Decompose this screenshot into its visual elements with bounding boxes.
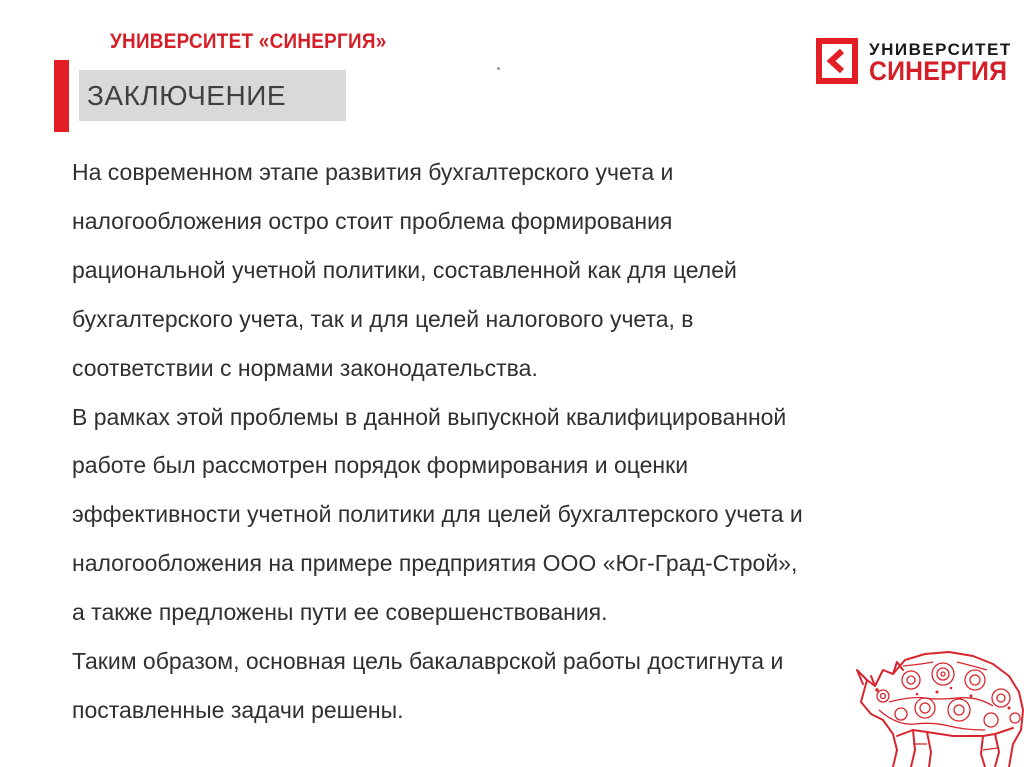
text-line: налогообложения на примере предприятия ООО «Юг-Град-Строй», — [72, 550, 798, 577]
logo-line-synergy: СИНЕРГИЯ — [869, 56, 1008, 86]
text-line: На современном этапе развития бухгалтерского учета и — [72, 159, 674, 185]
text-line: работе был рассмотрен порядок формирования и оценки — [72, 452, 689, 479]
university-header-title: УНИВЕРСИТЕТ «СИНЕРГИЯ» — [110, 30, 387, 53]
text-line: эффективности учетной политики для целей бухгалтерского учета и — [72, 501, 803, 528]
synergy-bracket-icon — [816, 38, 858, 84]
text-line: налогообложения остро стоит проблема формирования — [72, 207, 673, 234]
text-line: В рамках этой проблемы в данной выпускной квалифицированной — [72, 403, 787, 430]
text-line: бухгалтерского учета, так и для целей налогового учета, в — [72, 305, 694, 332]
stray-dot — [497, 67, 500, 70]
text-line: соответствии с нормами законодательства. — [72, 354, 538, 381]
text-line: поставленные задачи решены. — [72, 696, 404, 723]
text-line: Таким образом, основная цель бакалаврской работы достигнута и — [72, 648, 784, 675]
logo-line-university: УНИВЕРСИТЕТ — [869, 40, 1012, 59]
accent-bar — [54, 60, 69, 132]
section-title-box — [79, 70, 346, 121]
section-title: ЗАКЛЮЧЕНИЕ — [87, 79, 286, 111]
text-line: рациональной учетной политики, составленной как для целей — [72, 256, 737, 283]
university-logo — [816, 38, 1012, 90]
text-line: а также предложены пути ее совершенствования. — [72, 599, 608, 626]
rhino-illustration-icon — [853, 640, 1024, 767]
